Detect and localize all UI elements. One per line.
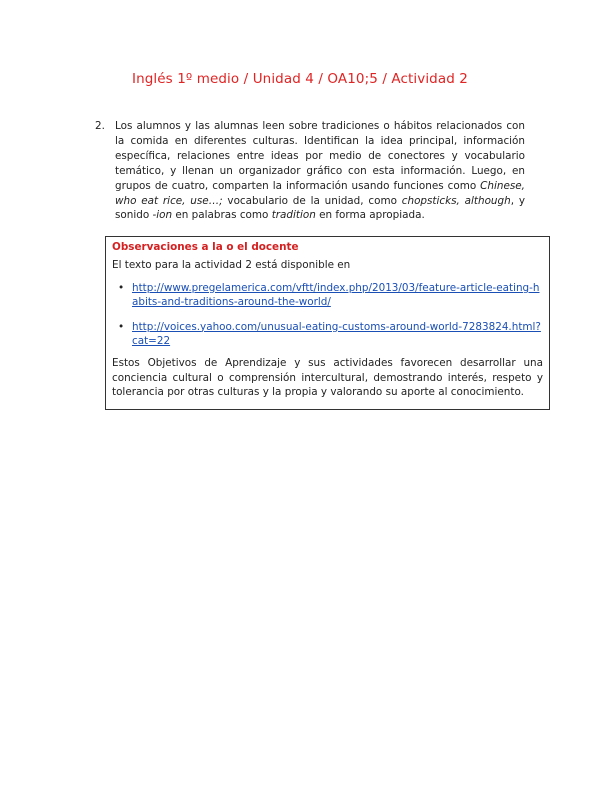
observations-box xyxy=(105,236,550,410)
bullet-icon: • xyxy=(118,281,125,294)
activity-example-functions: Chinese, who eat rice, use…; xyxy=(115,179,525,207)
activity-item xyxy=(95,119,525,223)
observations-title: Observaciones a la o el docente xyxy=(112,241,299,253)
observations-closing: Estos Objetivos de Aprendizaje y sus actividades favorecen desarrollar una conciencia cultural o comprensión intercultural, demostrando interés, respeto y tolerancia por otras culturas y la propia y valorando su aporte al conocimiento. xyxy=(112,357,543,399)
activity-text-part: Los alumnos y las alumnas leen sobre tradiciones o hábitos relacionados con la comida en diferentes culturas. Identifican la idea principal, información específica, relaciones entre ideas por medio de conectores y vocabulario temático, y llenan un organizador gráfico con esta información. Luego, en grupos de cuatro, comparten la información usando funciones como xyxy=(115,120,525,192)
link-item xyxy=(112,320,543,349)
resource-link-2[interactable]: http://voices.yahoo.com/unusual-eating-customs-around-world-7283824.html?cat=22 xyxy=(132,320,541,348)
activity-text-part: , y sonido xyxy=(115,194,525,222)
bullet-icon: • xyxy=(118,320,125,333)
activity-text-part: vocabulario de la unidad, como xyxy=(222,194,402,207)
observations-intro: El texto para la actividad 2 está disponible en xyxy=(112,259,351,272)
activity-example-vocabulary: chopsticks, although xyxy=(401,194,511,207)
activity-text-part: en palabras como xyxy=(172,209,272,222)
activity-example-sound: -ion xyxy=(152,209,173,222)
activity-text xyxy=(115,119,525,223)
page-title: Inglés 1º medio / Unidad 4 / OA10;5 / Actividad 2 xyxy=(132,71,468,87)
activity-number: 2. xyxy=(95,120,105,132)
link-item xyxy=(112,281,543,310)
activity-text-part: en forma apropiada. xyxy=(315,209,425,222)
resource-link-1[interactable]: http://www.pregelamerica.com/vftt/index.php/2013/03/feature-article-eating-habits-and-traditions-around-the-world/ xyxy=(132,281,540,309)
activity-example-word: tradition xyxy=(271,209,316,222)
